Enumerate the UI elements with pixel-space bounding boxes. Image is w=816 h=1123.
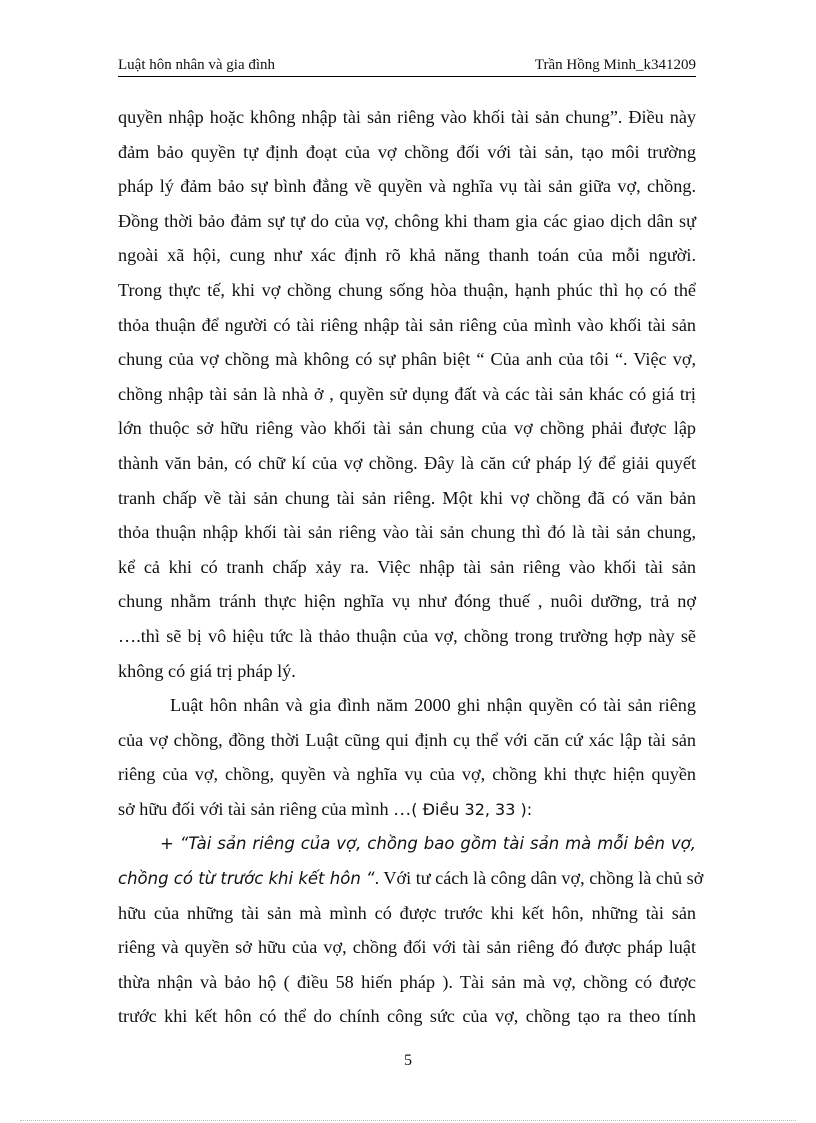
quote-line [118,826,696,861]
text-line: không có giá trị pháp lý. [118,660,296,681]
header-author: Trần Hồng Minh_k341209 [534,57,696,73]
paragraph-line: của vợ chồng, đồng thời Luật cũng qui định cụ thể với căn cứ xác lập tài sản [118,729,696,750]
page-bottom-divider [20,1120,796,1121]
article-reference: ( Điều 32, 33 ): [411,799,533,819]
text-line: Trong thực tế, khi vợ chồng chung sống hòa thuận, hạnh phúc thì họ có thể [118,279,696,300]
text-line: lớn thuộc sở hữu riêng vào khối tài sản chung của vợ chồng phải được lập [118,418,696,439]
text-line: đảm bảo quyền tự định đoạt của vợ chồng đối với tài sản, tạo môi trường [118,141,696,162]
header-title: Luật hôn nhân và gia đình [118,57,276,73]
paragraph-line: hữu của những tài sản mà mình có được trước khi kết hôn, những tài sản [118,902,696,923]
text-line: kể cả khi có tranh chấp xảy ra. Việc nhập tài sản riêng vào khối tài sản [118,556,696,577]
quote-line [118,861,704,896]
page-body [118,100,704,1034]
text-line: thành văn bản, có chữ kí của vợ chồng. Đây là căn cứ pháp lý để giải quyết [118,452,696,473]
text-line: thỏa thuận để người có tài riêng nhập tài sản riêng của mình vào khối tài sản [118,314,696,335]
page-number: 5 [404,1052,412,1069]
text-line: ….thì sẽ bị vô hiệu tức là thảo thuận của vợ, chồng trong trường hợp này sẽ [118,625,696,646]
running-header [118,52,696,77]
text-line: pháp lý đảm bảo sự bình đẳng về quyền và nghĩa vụ tài sản giữa vợ, chồng. [118,176,696,197]
text-line: ngoài xã hội, cung như xác định rõ khả năng thanh toán của mỗi người. [118,245,696,266]
text-line: tranh chấp về tài sản chung tài sản riêng. Một khi vợ chồng đã có văn bản [118,487,696,508]
quoted-text: + “Tài sản riêng của vợ, chồng bao gồm tài sản mà mỗi bên vợ, [160,834,696,854]
text-line: chung của vợ chồng mà không có sự phân biệt “ Của anh của tôi “. Việc vợ, [118,349,696,370]
paragraph-line [118,792,696,827]
quoted-text: chồng có từ trước khi kết hôn “ [118,869,375,889]
text-line: chung nhằm tránh thực hiện nghĩa vụ như đóng thuế , nuôi dưỡng, trả nợ [118,591,696,612]
text-line: thỏa thuận nhập khối tài sản riêng vào tài sản chung thì đó là tài sản chung, [118,522,696,543]
paragraph-line: trước khi kết hôn có thể do chính công sức của vợ, chồng tạo ra theo tính [118,1006,696,1027]
paragraph-line: thừa nhận và bảo hộ ( điều 58 hiến pháp ). Tài sản mà vợ, chồng có được [118,971,696,992]
paragraph-line: riêng của vợ, chồng, quyền và nghĩa vụ của vợ, chồng khi thực hiện quyền [118,764,696,785]
text-line: chồng nhập tài sản là nhà ở , quyền sử dụng đất và các tài sản khác có giá trị [118,383,696,404]
text-line: quyền nhập hoặc không nhập tài sản riêng vào khối tài sản chung”. Điều này [118,107,696,127]
text-line: Đồng thời bảo đảm sự tự do của vợ, chông khi tham gia các giao dịch dân sự [118,210,696,231]
paragraph-text: . Với tư cách là công dân vợ, chồng là chủ sở [374,868,704,889]
paragraph-line: riêng và quyền sở hữu của vợ, chồng đối với tài sản riêng đó được pháp luật [118,937,696,958]
paragraph-line: Luật hôn nhân và gia đình năm 2000 ghi nhận quyền có tài sản riêng [170,695,696,716]
paragraph-text: sở hữu đối với tài sản riêng của mình … [118,798,412,819]
